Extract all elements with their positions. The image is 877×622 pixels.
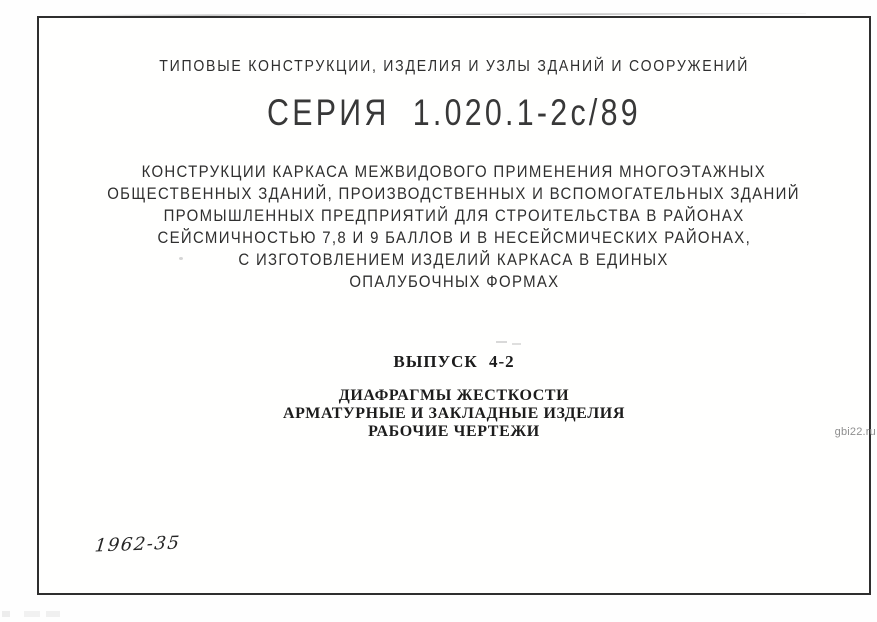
issue-block [39, 352, 869, 441]
series-title-text: СЕРИЯ 1.020.1-2с/89 [267, 92, 641, 133]
scan-artifact-dash [496, 341, 507, 343]
subtitle-line: РАБОЧИЕ ЧЕРТЕЖИ [368, 423, 540, 440]
document-page-frame [37, 16, 871, 595]
series-title [39, 92, 869, 134]
subtitle-line: ДИАФРАГМЫ ЖЕСТКОСТИ [338, 387, 570, 404]
site-watermark: gbi22.ru [834, 426, 876, 438]
scan-artifact-dash [512, 343, 521, 345]
subtitle-line: АРМАТУРНЫЕ И ЗАКЛАДНЫЕ ИЗДЕЛИЯ [283, 405, 625, 422]
document-header-text: ТИПОВЫЕ КОНСТРУКЦИИ, ИЗДЕЛИЯ И УЗЛЫ ЗДАНИЙ И СООРУЖЕНИЙ [159, 58, 749, 75]
description-line: КОНСТРУКЦИИ КАРКАСА МЕЖВИДОВОГО ПРИМЕНЕНИЯ МНОГОЭТАЖНЫХ [141, 162, 767, 181]
description-paragraph [39, 161, 869, 293]
description-line: ПРОМЫШЛЕННЫХ ПРЕДПРИЯТИЙ ДЛЯ СТРОИТЕЛЬСТВА В РАЙОНАХ [163, 206, 745, 225]
issue-label: ВЫПУСК 4-2 [393, 352, 515, 371]
description-line: ОБЩЕСТВЕННЫХ ЗДАНИЙ, ПРОИЗВОДСТВЕННЫХ И ВСПОМОГАТЕЛЬНЫХ ЗДАНИЙ [107, 184, 801, 203]
description-line: ОПАЛУБОЧНЫХ ФОРМАХ [348, 272, 560, 291]
document-header-line [39, 58, 869, 76]
handwritten-inventory-number: 1962-35 [93, 532, 182, 557]
scan-artifact-corner-marks [2, 611, 60, 617]
description-line: СЕЙСМИЧНОСТЬЮ 7,8 И 9 БАЛЛОВ И В НЕСЕЙСМИЧЕСКИХ РАЙОНАХ, [157, 228, 751, 247]
scan-artifact-dot [179, 257, 183, 260]
description-line: С ИЗГОТОВЛЕНИЕМ ИЗДЕЛИЙ КАРКАСА В ЕДИНЫХ [238, 250, 670, 269]
